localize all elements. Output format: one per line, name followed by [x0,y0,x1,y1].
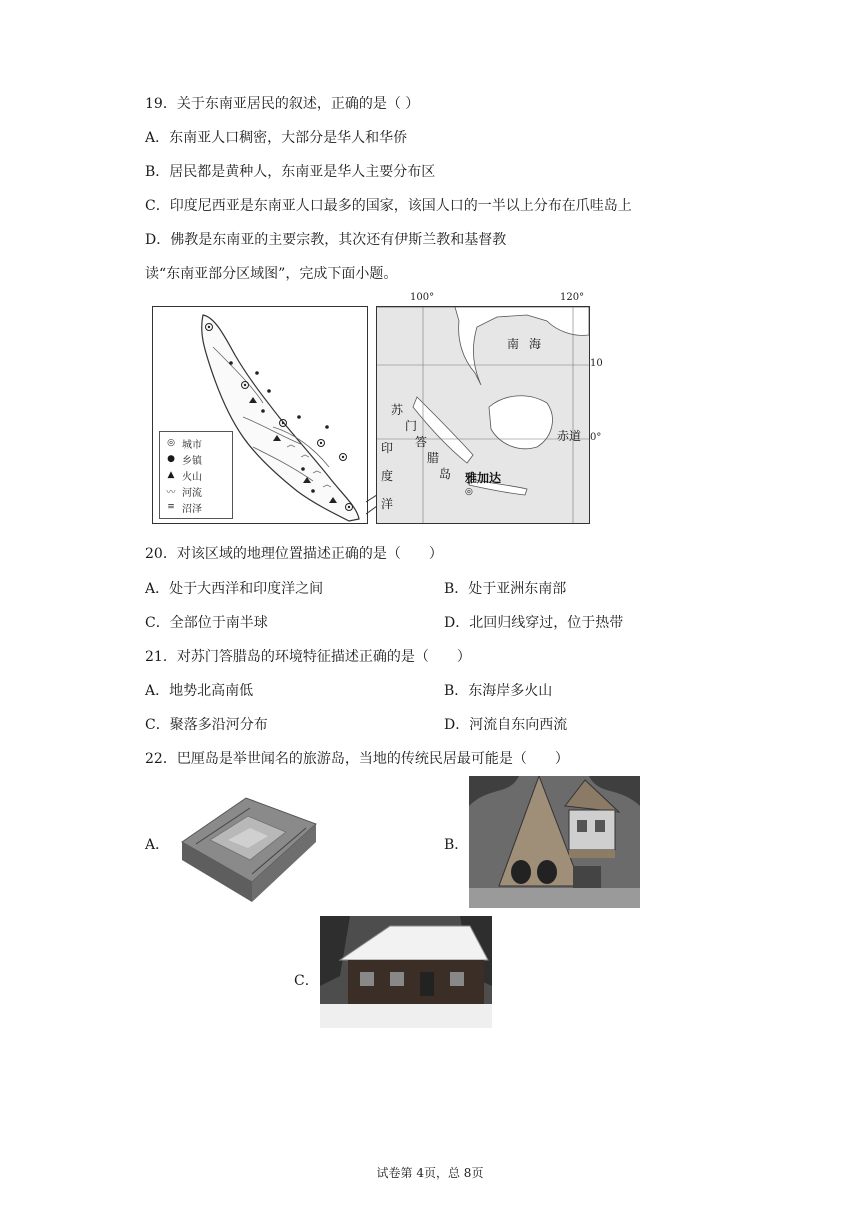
southeast-asia-map-figure [148,292,608,524]
q21-option-c: C．聚落多沿河分布 [145,717,268,733]
lon-100-label: 100° [410,292,435,303]
page-footer: 试卷第 4页，总 8页 [376,1166,484,1180]
q19-option-a: A．东南亚人口稠密，大部分是华人和华侨 [145,130,408,146]
legend-swamp: 沼泽 [182,503,202,515]
legend-river: 河流 [182,487,202,499]
legend-town: 乡镇 [182,455,202,467]
q19-option-b: B．居民都是黄种人，东南亚是华人主要分布区 [145,164,436,180]
southeast-asia-main-map [376,306,590,524]
island-label-la: 腊 [427,451,440,465]
ocean-label-yin: 印 [381,441,394,455]
volcano-icon: ▲ [167,470,175,480]
island-label-da: 答 [415,435,428,449]
jakarta-city-icon: ◎ [465,487,473,497]
q20-option-a: A．处于大西洋和印度洋之间 [145,581,324,597]
region-landmass [377,307,589,523]
island-label-dao: 岛 [439,467,452,481]
city-icon: ◎ [167,438,175,448]
legend-city: 城市 [182,439,202,451]
courtyard-house-image [176,784,321,910]
sumatra-inset-map [152,306,368,524]
q22-label-a: A． [145,837,170,853]
q21-option-d: D．河流自东向西流 [444,717,568,733]
q20-option-c: C．全部位于南半球 [145,615,268,631]
lat-10-label: 10 [590,358,603,369]
intro-text: 读“东南亚部分区域图”，完成下面小题。 [145,266,398,282]
town-icon: ● [167,454,175,464]
q20-option-d: D．北回归线穿过，位于热带 [444,615,624,631]
island-label-su: 苏 [391,403,404,417]
swamp-icon: ≡ [167,502,175,512]
q19-stem: 19．关于东南亚居民的叙述，正确的是（ ） [145,96,420,112]
q20-option-b: B．处于亚洲东南部 [444,581,567,597]
q21-option-b: B．东海岸多火山 [444,683,553,699]
legend-volcano: 火山 [182,471,202,483]
ocean-label-du: 度 [381,469,394,483]
q19-option-d: D．佛教是东南亚的主要宗教，其次还有伊斯兰教和基督教 [145,232,507,248]
river-icon: 〰 [166,487,176,498]
lon-120-label: 120° [560,292,585,303]
tropical-stilt-house-image [469,776,640,908]
q21-stem: 21．对苏门答腊岛的环境特征描述正确的是（ ） [145,649,471,665]
jakarta-label: 雅加达 [465,471,502,485]
q22-label-c: C． [294,973,319,989]
lat-0-label: 0° [590,432,602,443]
map-legend [159,431,233,519]
sea-label: 南海 [507,337,552,351]
equator-label: 赤道 [557,429,582,443]
q19-option-c: C．印度尼西亚是东南亚人口最多的国家，该国人口的一半以上分布在爪哇岛上 [145,198,632,214]
q20-stem: 20．对该区域的地理位置描述正确的是（ ） [145,546,443,562]
snow-cabin-image [320,916,492,1028]
q22-stem: 22．巴厘岛是举世闻名的旅游岛，当地的传统民居最可能是（ ） [145,751,569,767]
q21-option-a: A．地势北高南低 [145,683,254,699]
island-label-men: 门 [405,419,418,433]
q22-label-b: B． [444,837,469,853]
ocean-label-yang: 洋 [381,497,394,511]
